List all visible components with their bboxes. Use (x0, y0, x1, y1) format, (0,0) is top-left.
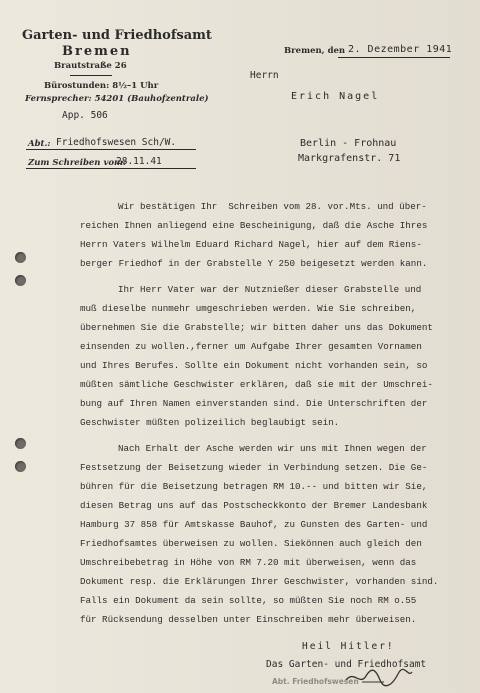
body-line: bühren für die Beisetzung betragen RM 10.-- und bitten wir Sie, (80, 481, 428, 492)
body-line: Herrn Vaters Wilhelm Eduard Richard Nagel, hier auf dem Riens- (80, 239, 422, 250)
department-value: Friedhofswesen Sch/W. (56, 137, 177, 148)
punch-hole (15, 252, 26, 263)
body-line: Hamburg 37 858 für Amtskasse Bauhof, zu Gunsten des Garten- und (80, 519, 428, 530)
punch-hole (15, 438, 26, 449)
body-line: bung auf Ihren Namen einverstanden sind. Die Unterschriften der (80, 398, 428, 409)
recipient-city: Berlin - Frohnau (300, 138, 397, 149)
sender-street: Brautstraße 26 (54, 61, 127, 71)
body-line: Festsetzung der Beisetzung wieder in Verbindung setzen. Die Ge- (80, 462, 428, 473)
sender-name: Garten- und Friedhofsamt (22, 28, 212, 43)
body-line: einsenden zu wollen.,ferner um Aufgabe Ihrer gesamten Vornamen (80, 341, 422, 352)
punch-hole (15, 275, 26, 286)
recipient-street: Markgrafenstr. 71 (298, 153, 401, 164)
recipient-salutation: Herrn (250, 70, 279, 81)
sender-city: Bremen (62, 44, 132, 59)
body-line: Umschreibebetrag in Höhe von RM 7.20 mit überweisen, wenn das (80, 557, 417, 568)
office-hours: Bürostunden: 8½–1 Uhr (44, 81, 159, 91)
punch-hole (15, 461, 26, 472)
app-number: App. 506 (62, 110, 108, 121)
body-line: Wir bestätigen Ihr Schreiben vom 28. vor.Mts. und über- (118, 201, 427, 212)
place-label: Bremen, den (284, 46, 346, 56)
body-line: und Ihres Berufes. Sollte ein Dokument nicht vorhanden sein, so (80, 360, 428, 371)
signature-glyph (344, 666, 414, 688)
department-underline (26, 149, 196, 150)
letter-date: 2. Dezember 1941 (348, 44, 453, 55)
date-underline (338, 57, 450, 58)
letter-ref-value: 28.11.41 (116, 156, 162, 167)
body-line: für Rücksendung desselben unter Einschreiben mehr überweisen. (80, 614, 417, 625)
body-line: müßten sämtliche Geschwister erklären, daß sie mit der Umschrei- (80, 379, 433, 390)
closing-office: Das Garten- und Friedhofsamt (266, 659, 427, 670)
body-line: Falls ein Dokument da sein sollte, so müßten Sie noch RM o.55 (80, 595, 417, 606)
body-line: Dokument resp. die Erklärungen Ihrer Geschwister, vorhanden sind. (80, 576, 439, 587)
body-line: Nach Erhalt der Asche werden wir uns mit Ihnen wegen der (118, 443, 427, 454)
letter-ref-underline (26, 168, 196, 169)
closing-greeting: Heil Hitler! (302, 641, 395, 652)
body-line: Geschwister müßten polizeilich beglaubigt sein. (80, 417, 340, 428)
office-stamp: Abt. Friedhofswesen (272, 677, 359, 686)
department-label: Abt.: (28, 139, 51, 149)
body-line: reichen Ihnen anliegend eine Bescheinigung, daß die Asche Ihres (80, 220, 428, 231)
body-line: Ihr Herr Vater war der Nutznießer dieser Grabstelle und (118, 284, 422, 295)
body-line: berger Friedhof in der Grabstelle Y 250 beigesetzt werden kann. (80, 258, 428, 269)
body-line: diesen Betrag uns auf das Postscheckkonto der Bremer Landesbank (80, 500, 428, 511)
body-line: Friedhofsamtes überweisen zu wollen. Siekönnen auch gleich den (80, 538, 422, 549)
phone-number: Fernsprecher: 54201 (Bauhofzentrale) (25, 94, 209, 104)
letterhead-divider (70, 75, 112, 76)
handwritten-signature (344, 666, 414, 692)
body-line: übernehmen Sie die Grabstelle; wir bitten daher uns das Dokument (80, 322, 433, 333)
recipient-name: Erich Nagel (291, 91, 380, 102)
body-line: muß dieselbe nunmehr umgeschrieben werden. Wie Sie schreiben, (80, 303, 417, 314)
letter-ref-label: Zum Schreiben vom: (28, 158, 127, 168)
